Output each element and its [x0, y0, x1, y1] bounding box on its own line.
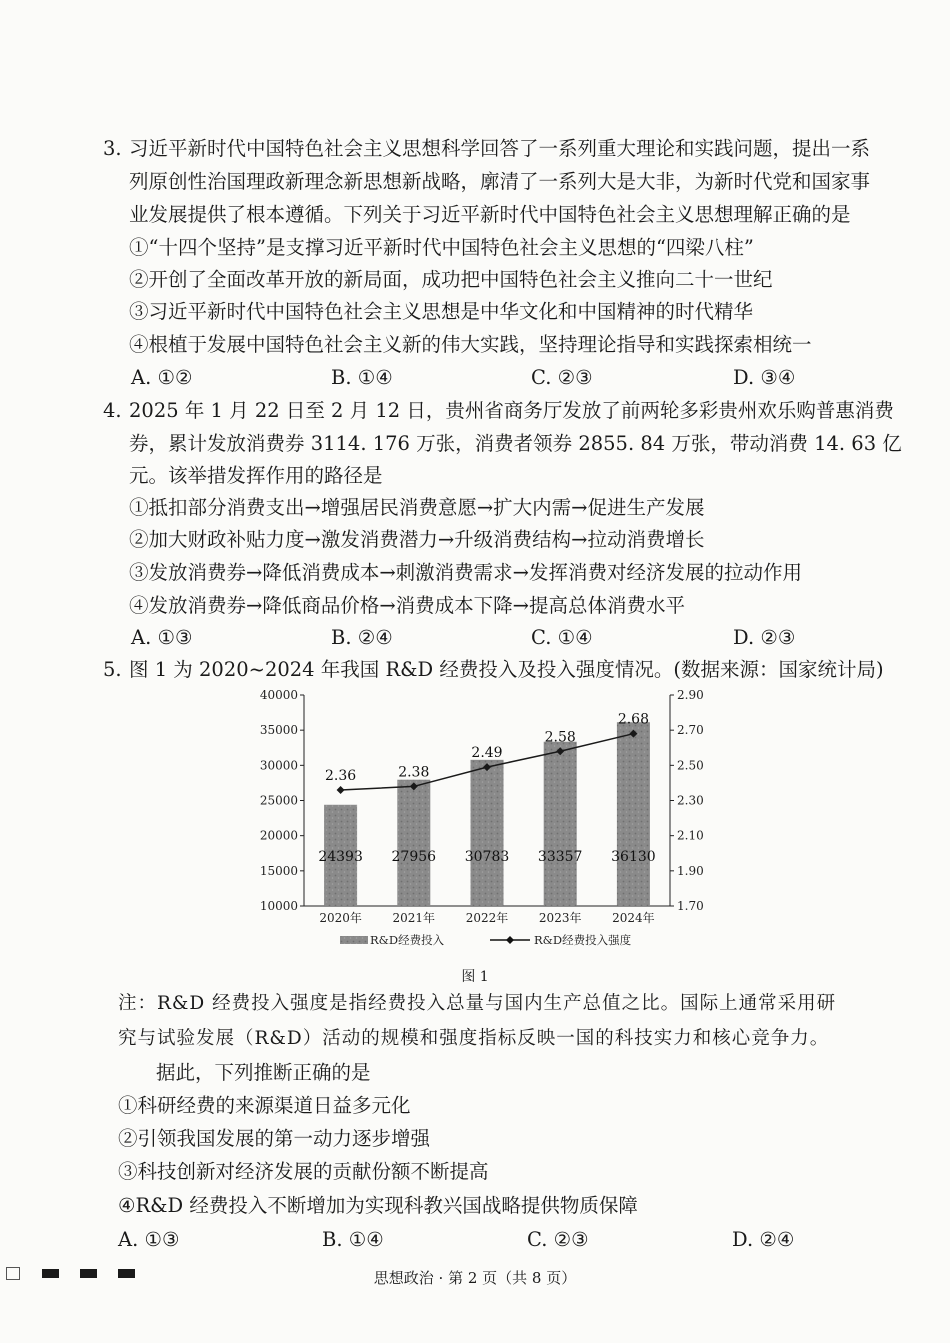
q4-number: 4.: [103, 399, 122, 422]
x-tick-label: 2022年: [465, 911, 509, 925]
q3-option-b[interactable]: B. ①④: [331, 366, 393, 389]
q3-option-c[interactable]: C. ②③: [531, 366, 593, 389]
right-tick-label: 2.10: [677, 828, 704, 843]
q5-statement-3: ③科技创新对经济发展的贡献份额不断提高: [118, 1160, 489, 1183]
rd-chart: [259, 682, 704, 962]
x-tick-label: 2020年: [319, 911, 362, 925]
legend-line-marker: [506, 936, 514, 944]
q3-number: 3.: [103, 137, 122, 160]
right-tick-label: 1.70: [677, 899, 704, 913]
q4-option-c[interactable]: C. ①④: [531, 626, 593, 649]
bar-value-label: 33357: [537, 848, 583, 865]
left-tick-label: 10000: [259, 899, 298, 913]
legend-bar-swatch: [340, 936, 368, 944]
q4-statement-4: ④发放消费券→降低商品价格→消费成本下降→提高总体消费水平: [129, 594, 686, 617]
intensity-point: [337, 786, 345, 794]
q5-option-b[interactable]: B. ①④: [322, 1228, 384, 1251]
intensity-label: 2.36: [325, 767, 357, 784]
q5-option-c[interactable]: C. ②③: [527, 1228, 589, 1251]
intensity-label: 2.68: [617, 711, 649, 728]
q3-option-a[interactable]: A. ①②: [131, 366, 193, 389]
q3-stem-line-2: 列原创性治国理政新理念新思想新战略，廓清了一系列大是大非，为新时代党和国家事: [129, 170, 871, 193]
bar-rd-expenditure: [617, 722, 650, 906]
left-tick-label: 30000: [259, 758, 298, 773]
q5-option-a[interactable]: A. ①③: [118, 1228, 180, 1251]
chart-note-line-2: 究与试验发展（R&D）活动的规模和强度指标反映一国的科技实力和核心竞争力。: [118, 1028, 830, 1049]
chart-legend: [340, 933, 632, 947]
q4-option-b[interactable]: B. ②④: [331, 626, 393, 649]
q5-statement-2: ②引领我国发展的第一动力逐步增强: [118, 1127, 431, 1150]
q4-statement-1: ①抵扣部分消费支出→增强居民消费意愿→扩大内需→促进生产发展: [129, 496, 705, 519]
left-tick-label: 20000: [259, 828, 298, 843]
right-tick-label: 2.30: [677, 793, 704, 808]
intensity-label: 2.49: [471, 745, 503, 762]
bar-value-label: 30783: [464, 848, 510, 865]
q4-stem-line-3: 元。该举措发挥作用的路径是: [129, 464, 383, 487]
q4-stem-line-1: 2025 年 1 月 22 日至 2 月 12 日，贵州省商务厅发放了前两轮多彩贵州欢乐购普惠消费: [129, 399, 894, 422]
q3-statement-3: ③习近平新时代中国特色社会主义思想是中华文化和中国精神的时代精华: [129, 300, 754, 323]
right-tick-label: 2.90: [677, 688, 704, 702]
q5-option-d[interactable]: D. ②④: [732, 1228, 795, 1251]
q5-statement-1: ①科研经费的来源渠道日益多元化: [118, 1094, 411, 1117]
x-tick-label: 2023年: [538, 911, 582, 925]
q4-stem-line-2: 券，累计发放消费券 3114. 176 万张，消费者领券 2855. 84 万张，带动消费 14. 63 亿: [129, 432, 902, 455]
q3-statement-2: ②开创了全面改革开放的新局面，成功把中国特色社会主义推向二十一世纪: [129, 268, 773, 291]
bar-rd-expenditure: [471, 760, 504, 906]
left-tick-label: 15000: [259, 863, 298, 878]
right-tick-label: 2.70: [677, 723, 704, 738]
q4-option-a[interactable]: A. ①③: [131, 626, 193, 649]
q4-statement-3: ③发放消费券→降低消费成本→刺激消费需求→发挥消费对经济发展的拉动作用: [129, 561, 803, 584]
intensity-label: 2.58: [544, 729, 576, 746]
q4-option-d[interactable]: D. ②③: [733, 626, 796, 649]
intensity-label: 2.38: [398, 764, 430, 781]
bar-value-label: 36130: [611, 848, 656, 865]
q3-stem-line-3: 业发展提供了根本遵循。下列关于习近平新时代中国特色社会主义思想理解正确的是: [129, 203, 851, 226]
q5-stem: 图 1 为 2020~2024 年我国 R&D 经费投入及投入强度情况。(数据来源：国家统计局): [129, 658, 884, 681]
q3-statement-4: ④根植于发展中国特色社会主义新的伟大实践，坚持理论指导和实践探索相统一: [129, 333, 812, 356]
left-tick-label: 40000: [259, 688, 298, 702]
figure-caption: 图 1: [461, 969, 489, 985]
bar-value-label: 24393: [318, 848, 363, 865]
bar-rd-expenditure: [397, 780, 430, 906]
q5-prompt: 据此，下列推断正确的是: [156, 1061, 371, 1084]
legend-bar-label: R&D经费投入: [370, 933, 445, 947]
x-tick-label: 2024年: [612, 911, 655, 925]
legend-line-label: R&D经费投入强度: [534, 933, 632, 947]
right-tick-label: 1.90: [677, 863, 704, 878]
chart-note-line-1: 注：R&D 经费投入强度是指经费投入总量与国内生产总值之比。国际上通常采用研: [118, 993, 837, 1014]
x-tick-label: 2021年: [392, 911, 436, 925]
page-info: 思想政治 · 第 2 页（共 8 页）: [373, 1269, 577, 1287]
right-tick-label: 2.50: [677, 758, 704, 773]
left-tick-label: 25000: [259, 793, 298, 808]
left-tick-label: 35000: [259, 723, 298, 738]
q5-number: 5.: [103, 658, 122, 681]
q5-statement-4: ④R&D 经费投入不断增加为实现科教兴国战略提供物质保障: [118, 1194, 638, 1217]
bar-value-label: 27956: [391, 848, 437, 865]
q4-statement-2: ②加大财政补贴力度→激发消费潜力→升级消费结构→拉动消费增长: [129, 528, 705, 551]
q3-option-d[interactable]: D. ③④: [733, 366, 796, 389]
bar-rd-expenditure: [544, 742, 577, 906]
q3-statement-1: ①“十四个坚持”是支撑习近平新时代中国特色社会主义思想的“四梁八柱”: [129, 236, 754, 259]
q3-stem-line-1: 习近平新时代中国特色社会主义思想科学回答了一系列重大理论和实践问题，提出一系: [129, 137, 871, 160]
